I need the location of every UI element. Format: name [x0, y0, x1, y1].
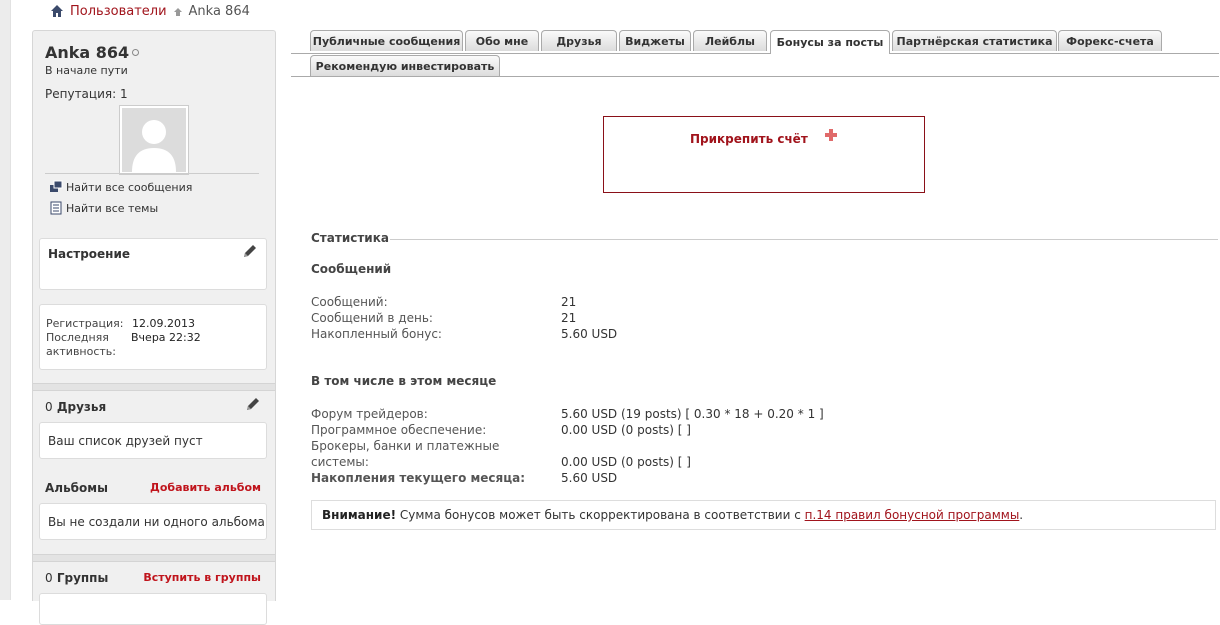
stats-divider	[390, 239, 1218, 240]
avatar[interactable]	[119, 105, 189, 175]
stat-label: Форум трейдеров:	[311, 407, 428, 421]
stat-row	[311, 326, 617, 342]
stat-label: Брокеры, банки и платежные системы:	[311, 439, 500, 469]
topics-icon	[49, 201, 63, 215]
offline-status-icon	[132, 49, 139, 56]
tab-forex-accounts[interactable]: Форекс-счета	[1058, 30, 1162, 51]
attach-account-box[interactable]	[603, 116, 925, 193]
stats-title: Статистика	[311, 231, 389, 245]
last-activity-value: Вчера 22:32	[131, 331, 201, 344]
stat-label: Сообщений:	[311, 295, 388, 309]
groups-title: Группы	[56, 571, 109, 585]
tab-about-me[interactable]: Обо мне	[465, 30, 539, 51]
accumulated-label: Накопления текущего месяца:	[311, 471, 526, 485]
bonus-notice	[311, 500, 1216, 530]
friends-heading	[45, 400, 106, 414]
tab-recommend-invest[interactable]: Рекомендую инвестировать	[310, 55, 500, 76]
posts-icon	[49, 180, 63, 194]
find-posts-link[interactable]	[49, 180, 192, 194]
tab-widgets[interactable]: Виджеты	[619, 30, 691, 51]
stat-value: 21	[561, 311, 577, 325]
stat-label: Сообщений в день:	[311, 311, 433, 325]
breadcrumb	[50, 2, 250, 20]
edit-mood-pencil-icon[interactable]	[242, 243, 258, 262]
breadcrumb-current: Anka 864	[188, 3, 250, 19]
home-icon[interactable]	[50, 4, 64, 18]
month-heading: В том числе в этом месяце	[311, 374, 497, 388]
edit-friends-pencil-icon[interactable]	[245, 396, 261, 415]
breadcrumb-users-link[interactable]: Пользователи	[70, 3, 167, 19]
find-topics-label: Найти все темы	[66, 201, 159, 215]
add-album-link[interactable]: Добавить альбом	[150, 481, 261, 494]
default-avatar-icon	[122, 108, 186, 172]
plus-icon[interactable]	[824, 128, 838, 145]
profile-username: Anka 864	[45, 43, 130, 62]
notice-body: Сумма бонусов может быть скорректирована в соответствии с	[396, 508, 805, 522]
profile-sidebar	[32, 30, 276, 601]
tab-partner-stats[interactable]: Партнёрская статистика	[892, 30, 1057, 51]
last-activity-label-2: активность:	[46, 345, 116, 358]
albums-title: Альбомы	[45, 481, 108, 495]
find-topics-link[interactable]	[49, 201, 158, 215]
tab-labels[interactable]: Лейблы	[693, 30, 767, 51]
accumulated-value: 5.60 USD	[561, 471, 618, 485]
stat-label: Накопленный бонус:	[311, 327, 442, 341]
tab-friends[interactable]: Друзья	[541, 30, 617, 51]
mood-title: Настроение	[48, 247, 131, 261]
albums-empty-text: Вы не создали ни одного альбома	[48, 515, 265, 529]
stat-value: 5.60 USD	[561, 327, 618, 341]
accumulated-row	[311, 470, 617, 486]
groups-box	[39, 593, 267, 625]
friends-box	[39, 422, 267, 459]
tab-post-bonuses[interactable]: Бонусы за посты	[770, 30, 890, 54]
section-separator	[33, 383, 275, 391]
month-stat-row	[311, 406, 824, 422]
groups-heading	[45, 571, 108, 585]
registration-date: 12.09.2013	[132, 317, 195, 330]
left-edge-strip	[0, 0, 11, 600]
section-separator	[33, 554, 275, 562]
profile-reputation: Репутация: 1	[45, 87, 128, 101]
stat-row	[311, 310, 576, 326]
last-activity-label-1: Последняя	[46, 331, 109, 344]
friends-title: Друзья	[56, 400, 107, 414]
bonus-rules-link[interactable]: п.14 правил бонусной программы	[804, 508, 1020, 522]
notice-text	[322, 508, 1023, 522]
mood-box	[39, 238, 267, 290]
notice-bold: Внимание!	[322, 508, 397, 522]
join-groups-link[interactable]: Вступить в группы	[143, 571, 261, 584]
month-stat-row	[311, 438, 691, 470]
friends-count: 0	[45, 400, 53, 414]
attach-account-label[interactable]: Прикрепить счёт	[690, 132, 808, 146]
posts-heading: Сообщений	[311, 262, 392, 276]
albums-box	[39, 503, 267, 540]
find-posts-label: Найти все сообщения	[66, 180, 193, 194]
registration-label: Регистрация:	[46, 317, 124, 330]
tab-row-line	[291, 53, 1219, 54]
month-stat-row	[311, 422, 691, 438]
tab-public-messages[interactable]: Публичные сообщения	[310, 30, 463, 51]
notice-end: .	[1019, 508, 1024, 522]
stat-row	[311, 294, 576, 310]
groups-count: 0	[45, 571, 53, 585]
friends-empty-text: Ваш список друзей пуст	[48, 434, 203, 448]
stat-value: 0.00 USD (0 posts) [ ]	[561, 423, 691, 437]
stat-value: 5.60 USD (19 posts) [ 0.30 * 18 + 0.20 * 1 ]	[561, 407, 824, 421]
tab-row-line	[291, 76, 1219, 77]
registration-box	[39, 304, 267, 370]
stat-value: 0.00 USD (0 posts) [ ]	[561, 455, 691, 469]
stat-label: Программное обеспечение:	[311, 423, 487, 437]
breadcrumb-separator-icon	[173, 6, 183, 16]
stat-value: 21	[561, 295, 577, 309]
divider	[45, 173, 259, 174]
profile-rank: В начале пути	[45, 64, 128, 77]
